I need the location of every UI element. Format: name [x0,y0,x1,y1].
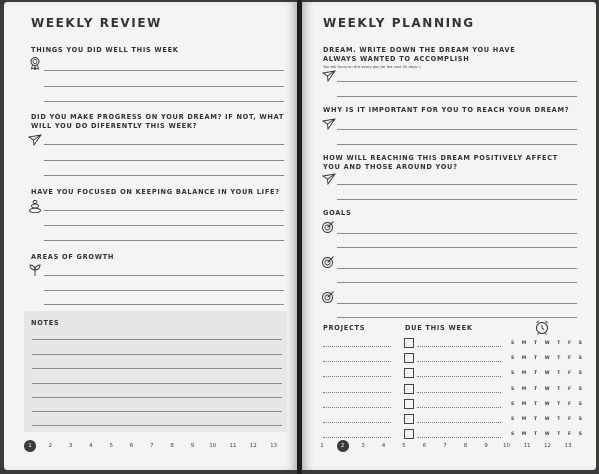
page-number[interactable]: 8 [463,443,468,449]
task-checkbox[interactable] [404,353,414,363]
paper-plane-icon [28,133,42,147]
task-line[interactable] [417,392,501,393]
page-number[interactable]: 3 [68,443,73,449]
project-line[interactable] [323,376,391,377]
page-number[interactable]: 6 [129,443,134,449]
target-icon [321,290,335,304]
page-number[interactable]: 5 [109,443,113,449]
weekday-tracker[interactable]: S M T W T F S [511,341,585,346]
notes-line[interactable] [32,339,282,340]
answer-line[interactable] [337,184,577,185]
notes-line[interactable] [32,383,282,384]
page-number[interactable]: 11 [229,443,237,449]
sprout-icon [28,263,42,277]
page-number[interactable]: 10 [209,443,217,449]
notes-line[interactable] [32,411,282,412]
task-checkbox[interactable] [404,338,414,348]
answer-line[interactable] [337,129,577,130]
goal-line[interactable] [337,233,577,234]
project-line[interactable] [323,346,391,347]
question-did-well: THINGS YOU DID WELL THIS WEEK [31,46,179,54]
page-number[interactable]: 11 [523,443,531,449]
question-balance: HAVE YOU FOCUSED ON KEEPING BALANCE IN YOUR LIFE? [31,188,280,196]
page-number[interactable]: 6 [422,443,427,449]
weekday-tracker[interactable]: S M T W T F S [511,401,585,407]
page-number[interactable]: 13 [564,443,572,449]
goal-line[interactable] [337,247,577,248]
answer-line[interactable] [44,160,284,161]
page-number[interactable]: 7 [443,443,447,449]
notes-label: NOTES [31,319,60,327]
goal-line[interactable] [337,303,577,304]
weekday-tracker[interactable]: S M T W T F S [511,386,585,392]
answer-line[interactable] [337,199,577,200]
project-line[interactable] [323,422,391,423]
notes-line[interactable] [32,397,282,398]
task-line[interactable] [417,346,501,347]
answer-line[interactable] [44,86,284,87]
page-number[interactable]: 9 [484,443,488,449]
answer-line[interactable] [44,144,284,145]
projects-label: PROJECTS [323,324,366,332]
answer-line[interactable] [44,275,284,276]
page-number[interactable]: 3 [361,443,365,449]
question-growth: AREAS OF GROWTH [31,253,115,261]
question-why: WHY IS IT IMPORTANT FOR YOU TO REACH YOUR DREAM? [323,106,570,114]
answer-line[interactable] [44,70,284,71]
answer-line[interactable] [44,225,284,226]
alarm-clock-icon [534,319,550,335]
page-number[interactable]: 10 [503,443,510,449]
notes-line[interactable] [32,425,282,426]
weekly-planning-page [302,2,596,470]
question-dream: DREAM. WRITE DOWN THE DREAM YOU HAVE ALWAYS WANTED TO ACCOMPLISH [323,46,516,63]
task-line[interactable] [417,422,501,423]
target-icon [321,220,335,234]
target-icon [321,255,335,269]
page-number[interactable]: 2 [337,440,349,452]
page-number[interactable]: 12 [249,443,257,449]
goal-line[interactable] [337,282,577,283]
answer-line[interactable] [337,81,577,82]
weekday-tracker[interactable]: S M T W T F S [511,417,585,422]
project-line[interactable] [323,392,391,393]
task-line[interactable] [417,361,501,362]
task-line[interactable] [417,437,501,438]
notes-line[interactable] [32,368,282,369]
award-icon [28,56,42,70]
weekday-tracker[interactable]: S M T W T F S [511,432,585,438]
page-number[interactable]: 4 [381,443,386,449]
paper-plane-icon [322,117,336,131]
page-number[interactable]: 7 [150,443,154,449]
page-title: WEEKLY PLANNING [323,16,475,30]
task-line[interactable] [417,376,501,377]
answer-line[interactable] [337,144,577,145]
weekday-tracker[interactable]: S M T W T F S [511,356,585,362]
project-line[interactable] [323,361,391,362]
page-number[interactable]: 1 [320,443,324,449]
weekly-review-page [4,2,297,470]
goals-label: GOALS [323,209,352,217]
project-line[interactable] [323,437,391,438]
page-number[interactable]: 4 [89,443,93,449]
page-number[interactable]: 9 [190,443,195,449]
paper-plane-icon [322,172,336,186]
page-number[interactable]: 13 [270,443,278,449]
answer-line[interactable] [337,96,577,97]
answer-line[interactable] [44,210,284,211]
page-number[interactable]: 2 [48,443,53,449]
question-progress: DID YOU MAKE PROGRESS ON YOUR DREAM? IF NOT, WHAT WILL YOU DO DIFERENTLY THIS WEEK? [31,113,285,130]
weekday-tracker[interactable]: S M T W T F S [511,371,585,377]
answer-line[interactable] [44,304,284,305]
task-checkbox[interactable] [404,414,414,424]
answer-line[interactable] [44,101,284,102]
due-this-week-label: DUE THIS WEEK [405,324,473,332]
task-checkbox[interactable] [404,429,414,439]
page-number[interactable]: 8 [170,443,174,449]
answer-line[interactable] [44,290,284,291]
task-line[interactable] [417,407,501,408]
answer-line[interactable] [44,240,284,241]
paper-plane-icon [322,69,336,83]
page-number[interactable]: 5 [402,443,406,449]
project-line[interactable] [323,407,391,408]
answer-line[interactable] [44,175,284,176]
balance-stones-icon [28,199,42,213]
page-number[interactable]: 1 [24,440,36,452]
notes-line[interactable] [32,354,282,355]
page-title: WEEKLY REVIEW [31,16,162,30]
notes-box[interactable] [24,311,287,432]
dream-note: You will focus on this every day for the next 90 days :) [323,65,421,69]
question-affect: HOW WILL REACHING THIS DREAM POSITIVELY AFFECT YOU AND THOSE AROUND YOU? [323,154,558,171]
goal-line[interactable] [337,268,577,269]
task-checkbox[interactable] [404,399,414,409]
task-checkbox[interactable] [404,368,414,378]
goal-line[interactable] [337,317,577,318]
page-number[interactable]: 12 [544,443,551,449]
task-checkbox[interactable] [404,384,414,394]
